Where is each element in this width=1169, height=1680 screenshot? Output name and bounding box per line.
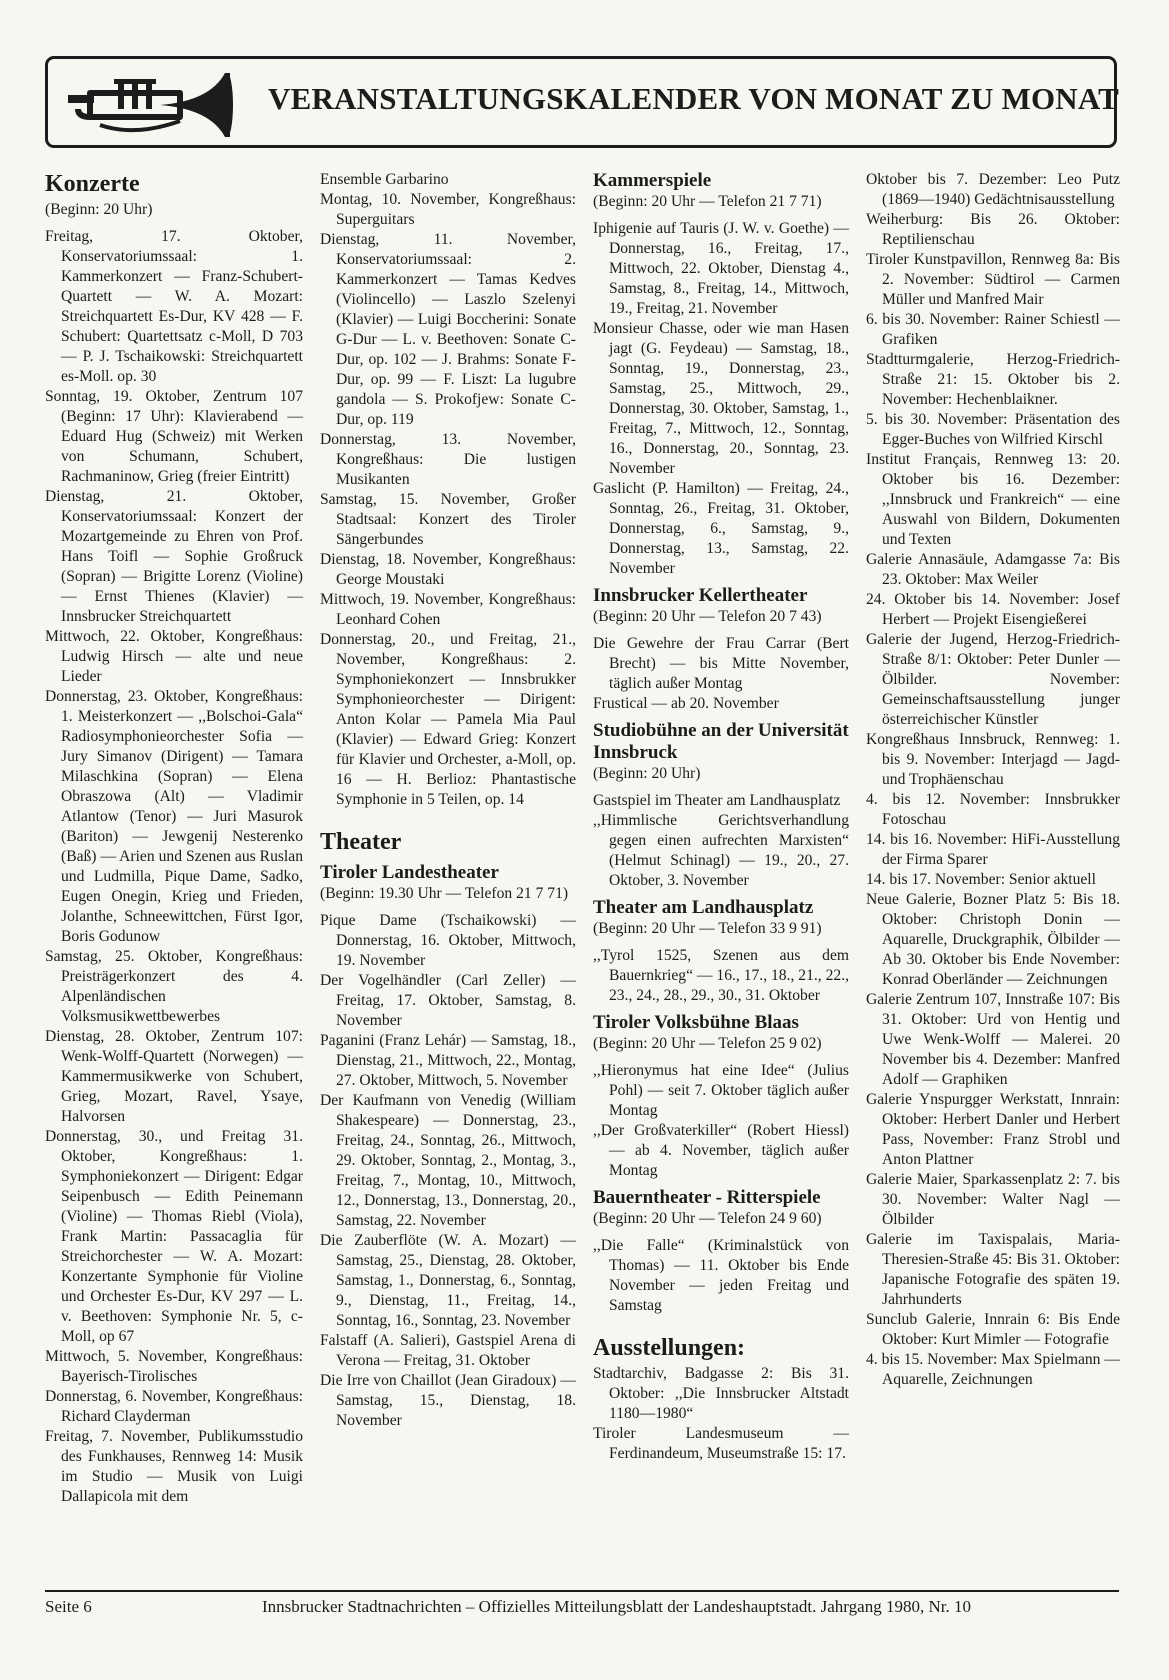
page-title: VERANSTALTUNGSKALENDER VON MONAT ZU MONAT xyxy=(268,81,1120,116)
page-number: Seite 6 xyxy=(45,1597,92,1616)
calendar-entry: Dienstag, 28. Oktober, Zentrum 107: Wenk-Wolff-Quartett (Norwegen) — Kammermusikwerke von Schubert, Grieg, Mozart, Ravel, Ysaye, Halvorsen xyxy=(45,1028,303,1125)
calendar-entry: Oktober bis 7. Dezember: Leo Putz (1869—1940) Gedächtnisausstellung xyxy=(866,171,1120,208)
calendar-entry: ,,Der Großvaterkiller“ (Robert Hiessl) — ab 4. November, täglich außer Montag xyxy=(593,1122,849,1179)
start-time-note: (Beginn: 20 Uhr) xyxy=(593,765,701,782)
calendar-entry: ,,Himmlische Gerichtsverhandlung gegen einen aufrechten Marxisten“ (Helmut Schinagl) — 19., 20., 27. Oktober, 3. November xyxy=(593,812,849,889)
calendar-entry: Mittwoch, 22. Oktober, Kongreßhaus: Ludwig Hirsch — alte und neue Lieder xyxy=(45,628,303,685)
calendar-entry: 5. bis 30. November: Präsentation des Egger-Buches von Wilfried Kirschl xyxy=(866,411,1120,448)
calendar-entry: Sunclub Galerie, Innrain 6: Bis Ende Oktober: Kurt Mimler — Fotografie xyxy=(866,1311,1120,1348)
calendar-entry: Donnerstag, 30., und Freitag 31. Oktober, Kongreßhaus: 1. Symphoniekonzert — Dirigent: Edgar Seipenbusch — Edith Peinemann (Violine) — Thomas Riebl (Viola), Frank Martin: Passacaglia für Streichorchester — W. A. Mozart: Konzertante Symphonie für Violine und Orchester Es-Dur, KV 297 — L. v. Beethoven: Symphonie Nr. 5, c-Moll, op 67 xyxy=(45,1128,303,1345)
calendar-entry: 14. bis 17. November: Senior aktuell xyxy=(866,871,1096,888)
start-time-note: (Beginn: 20 Uhr) xyxy=(45,201,153,218)
calendar-entry: 6. bis 30. November: Rainer Schiestl — Grafiken xyxy=(866,311,1120,348)
trumpet-icon xyxy=(60,65,260,145)
calendar-entry: Frustical — ab 20. November xyxy=(593,695,779,712)
start-time-note: (Beginn: 20 Uhr — Telefon 25 9 02) xyxy=(593,1035,822,1052)
calendar-entry: Sonntag, 19. Oktober, Zentrum 107 (Beginn: 17 Uhr): Klavierabend — Eduard Hug (Schweiz) mit Werken von Schumann, Schubert, Rachmaninow, Grieg (freier Eintritt) xyxy=(45,388,303,485)
start-time-note: (Beginn: 20 Uhr — Telefon 24 9 60) xyxy=(593,1210,822,1227)
column-4 xyxy=(866,170,1120,1390)
calendar-entry: Die Gewehre der Frau Carrar (Bert Brecht) — bis Mitte November, täglich außer Montag xyxy=(593,635,849,692)
venue-heading: Bauerntheater - Ritterspiele xyxy=(593,1187,821,1208)
calendar-entry: Dienstag, 21. Oktober, Konservatoriumssaal: Konzert der Mozartgemeinde zu Ehren von Prof. Hans Toifl — Sophie Großruck (Sopran) — Brigitte Lorenz (Violine) — Ernst Thienes (Klavier) — Innsbrucker Streichquartett xyxy=(45,488,303,625)
section-heading: Konzerte xyxy=(45,171,140,197)
calendar-entry: Dienstag, 11. November, Konservatoriumssaal: 2. Kammerkonzert — Tamas Kedves (Violincello) — Laszlo Szelenyi (Klavier) — Luigi Boccherini: Sonate G-Dur — L. v. Beethoven: Sonate C-Dur, op. 102 — J. Brahms: Sonate F-Dur, op. 99 — F. Liszt: La lugubre gandola — S. Prokofjew: Sonate C-Dur, op. 119 xyxy=(320,231,576,428)
calendar-entry: Montag, 10. November, Kongreßhaus: Superguitars xyxy=(320,191,576,228)
footer-rule xyxy=(45,1590,1119,1592)
calendar-entry: 14. bis 16. November: HiFi-Ausstellung der Firma Sparer xyxy=(866,831,1120,868)
calendar-entry: Mittwoch, 5. November, Kongreßhaus: Bayerisch-Tirolisches xyxy=(45,1348,303,1385)
column-3 xyxy=(593,170,849,1464)
venue-heading: Kammerspiele xyxy=(593,170,712,191)
calendar-entry: Tiroler Kunstpavillon, Rennweg 8a: Bis 2. November: Südtirol — Carmen Müller und Manfred Mair xyxy=(866,251,1120,308)
venue-heading: Studiobühne an der Universität Innsbruck xyxy=(593,720,849,763)
header-box xyxy=(45,56,1120,148)
section-heading: Ausstellungen: xyxy=(593,1335,746,1361)
calendar-entry: Weiherburg: Bis 26. Oktober: Reptilienschau xyxy=(866,211,1120,248)
calendar-entry: Neue Galerie, Bozner Platz 5: Bis 18. Oktober: Christoph Donin — Aquarelle, Druckgraphik, Ölbilder — Ab 30. Oktober bis Ende November: Konrad Oberländer — Zeichnungen xyxy=(866,891,1120,988)
calendar-entry: Galerie Zentrum 107, Innstraße 107: Bis 31. Oktober: Urd von Hentig und Uwe Wenk-Wolff — Malerei. 20 November bis 4. Dezember: Manfred Adolf — Graphiken xyxy=(866,991,1120,1088)
calendar-entry: Galerie der Jugend, Herzog-Friedrich-Straße 8/1: Oktober: Peter Dunler — Ölbilder. November: Gemeinschaftsausstellung junger österreichischer Künstler xyxy=(866,631,1120,728)
calendar-entry: Donnerstag, 20., und Freitag, 21., November, Kongreßhaus: 2. Symphoniekonzert — Innsbrukker Symphonieorchester — Dirigent: Anton Kolar — Pamela Mia Paul (Klavier) — Edward Grieg: Konzert für Klavier und Orchester, a-Moll, op. 16 — H. Berlioz: Phantastische Symphonie in 5 Teilen, op. 14 xyxy=(320,631,576,808)
venue-heading: Innsbrucker Kellertheater xyxy=(593,585,808,606)
calendar-entry: Freitag, 7. November, Publikumsstudio des Funkhauses, Rennweg 14: Musik im Studio — Musik von Luigi Dallapicola mit dem xyxy=(45,1428,303,1505)
calendar-entry: Monsieur Chasse, oder wie man Hasen jagt (G. Feydeau) — Samstag, 18., Sonntag, 19., Donnerstag, 23., Samstag, 25., Mittwoch, 29., Donnerstag, 30. Oktober, Samstag, 1., Freitag, 7., Mittwoch, 12., Sonntag, 16., Donnerstag, 20., Sonntag, 23. November xyxy=(593,320,849,477)
calendar-entry: Dienstag, 18. November, Kongreßhaus: George Moustaki xyxy=(320,551,576,588)
calendar-entry: Galerie im Taxispalais, Maria-Theresien-Straße 45: Bis 31. Oktober: Japanische Fotografie des späten 19. Jahrhunderts xyxy=(866,1231,1120,1308)
column-2 xyxy=(320,170,576,1431)
calendar-entry: Stadtturmgalerie, Herzog-Friedrich-Straße 21: 15. Oktober bis 2. November: Hechenblaikner. xyxy=(866,351,1120,408)
calendar-entry: Die Irre von Chaillot (Jean Giradoux) — Samstag, 15., Dienstag, 18. November xyxy=(320,1372,576,1429)
calendar-entry: Institut Français, Rennweg 13: 20. Oktober bis 16. Dezember: ,,Innsbruck und Frankreich“ — eine Auswahl von Bildern, Dokumenten und Texten xyxy=(866,451,1120,548)
publication-line: Innsbrucker Stadtnachrichten – Offizielles Mitteilungsblatt der Landeshauptstadt. Jahrgang 1980, Nr. 10 xyxy=(262,1597,971,1616)
calendar-entry: Samstag, 15. November, Großer Stadtsaal: Konzert des Tiroler Sängerbundes xyxy=(320,491,576,548)
calendar-entry: Galerie Ynspurgger Werkstatt, Innrain: Oktober: Herbert Danler und Herbert Pass, November: Franz Strobl und Anton Plattner xyxy=(866,1091,1120,1168)
venue-heading: Tiroler Volksbühne Blaas xyxy=(593,1012,799,1033)
calendar-entry: Donnerstag, 6. November, Kongreßhaus: Richard Clayderman xyxy=(45,1388,303,1425)
start-time-note: (Beginn: 19.30 Uhr — Telefon 21 7 71) xyxy=(320,885,569,902)
calendar-entry: Iphigenie auf Tauris (J. W. v. Goethe) — Donnerstag, 16., Freitag, 17., Mittwoch, 22. Oktober, Dienstag 4., Samstag, 8., Freitag, 14., Mittwoch, 19., Freitag, 21. November xyxy=(593,220,849,317)
calendar-entry: Ensemble Garbarino xyxy=(320,171,449,188)
calendar-entry: Gastspiel im Theater am Landhausplatz xyxy=(593,792,841,809)
calendar-entry: Paganini (Franz Lehár) — Samstag, 18., Dienstag, 21., Mittwoch, 22., Montag, 27. Oktober, Mittwoch, 5. November xyxy=(320,1032,576,1089)
start-time-note: (Beginn: 20 Uhr — Telefon 21 7 71) xyxy=(593,193,822,210)
calendar-entry: Kongreßhaus Innsbruck, Rennweg: 1. bis 9. November: Interjagd — Jagd- und Trophäenschau xyxy=(866,731,1120,788)
venue-heading: Tiroler Landestheater xyxy=(320,862,499,883)
calendar-entry: Donnerstag, 13. November, Kongreßhaus: Die lustigen Musikanten xyxy=(320,431,576,488)
calendar-entry: Samstag, 25. Oktober, Kongreßhaus: Preisträgerkonzert des 4. Alpenländischen Volksmusikwettbewerbes xyxy=(45,948,303,1025)
venue-heading: Theater am Landhausplatz xyxy=(593,897,814,918)
start-time-note: (Beginn: 20 Uhr — Telefon 20 7 43) xyxy=(593,608,822,625)
column-1 xyxy=(45,170,303,1507)
calendar-entry: ,,Tyrol 1525, Szenen aus dem Bauernkrieg“ — 16., 17., 18., 21., 22., 23., 24., 28., 29., 30., 31. Oktober xyxy=(593,947,849,1004)
calendar-entry: Mittwoch, 19. November, Kongreßhaus: Leonhard Cohen xyxy=(320,591,576,628)
calendar-entry: Gaslicht (P. Hamilton) — Freitag, 24., Sonntag, 26., Freitag, 31. Oktober, Donnerstag, 6., Samstag, 9., Donnerstag, 13., Samstag, 22. November xyxy=(593,480,849,577)
calendar-entry: Die Zauberflöte (W. A. Mozart) — Samstag, 25., Dienstag, 28. Oktober, Samstag, 1., Donnerstag, 6., Sonntag, 9., Dienstag, 11., Freitag, 14., Sonntag, 16., Sonntag, 23. November xyxy=(320,1232,576,1329)
calendar-entry: Galerie Maier, Sparkassenplatz 2: 7. bis 30. November: Walter Nagl — Ölbilder xyxy=(866,1171,1120,1228)
calendar-entry: 4. bis 15. November: Max Spielmann — Aquarelle, Zeichnungen xyxy=(866,1351,1120,1388)
calendar-entry: Falstaff (A. Salieri), Gastspiel Arena di Verona — Freitag, 31. Oktober xyxy=(320,1332,576,1369)
calendar-entry: Donnerstag, 23. Oktober, Kongreßhaus: 1. Meisterkonzert — ,,Bolschoi-Gala“ Radiosymphonieorchester Sofia — Jury Simanov (Dirigent) — Tamara Milaschkina (Sopran) — Elena Obraszowa (Alt) — Vladimir Atlantow (Tenor) — Juri Masurok (Bariton) — Jewgenij Nesterenko (Baß) — Arien und Szenen aus Ruslan und Ludmilla, Pique Dame, Sadko, Eugen Onegin, Krieg und Frieden, Jolanthe, Schneewittchen, Fürst Igor, Boris Godunow xyxy=(45,688,303,945)
calendar-entry: Der Vogelhändler (Carl Zeller) — Freitag, 17. Oktober, Samstag, 8. November xyxy=(320,972,576,1029)
start-time-note: (Beginn: 20 Uhr — Telefon 33 9 91) xyxy=(593,920,822,937)
calendar-entry: Galerie Annasäule, Adamgasse 7a: Bis 23. Oktober: Max Weiler xyxy=(866,551,1120,588)
calendar-entry: Freitag, 17. Oktober, Konservatoriumssaal: 1. Kammerkonzert — Franz-Schubert-Quartett — W. A. Mozart: Streichquartett Es-Dur, KV 428 — F. Schubert: Quartettsatz c-Moll, D 703 — P. J. Tschaikowski: Streichquartett es-Moll. op. 30 xyxy=(45,228,303,385)
section-heading: Theater xyxy=(320,829,402,855)
calendar-entry: ,,Die Falle“ (Kriminalstück von Thomas) — 11. Oktober bis Ende November — jeden Freitag und Samstag xyxy=(593,1237,849,1314)
calendar-entry: Tiroler Landesmuseum — Ferdinandeum, Museumstraße 15: 17. xyxy=(593,1425,849,1462)
calendar-entry: ,,Hieronymus hat eine Idee“ (Julius Pohl) — seit 7. Oktober täglich außer Montag xyxy=(593,1062,849,1119)
calendar-entry: 4. bis 12. November: Innsbrukker Fotoschau xyxy=(866,791,1120,828)
calendar-entry: 24. Oktober bis 14. November: Josef Herbert — Projekt Eisengießerei xyxy=(866,591,1120,628)
calendar-entry: Stadtarchiv, Badgasse 2: Bis 31. Oktober: ,,Die Innsbrucker Altstadt 1180—1980“ xyxy=(593,1365,849,1422)
calendar-entry: Der Kaufmann von Venedig (William Shakespeare) — Donnerstag, 23., Freitag, 24., Sonntag, 26., Mittwoch, 29. Oktober, Sonntag, 2., Montag, 3., Freitag, 7., Montag, 10., Mittwoch, 12., Donnerstag, 13., Donnerstag, 20., Samstag, 22. November xyxy=(320,1092,576,1229)
calendar-entry: Pique Dame (Tschaikowski) — Donnerstag, 16. Oktober, Mittwoch, 19. November xyxy=(320,912,576,969)
